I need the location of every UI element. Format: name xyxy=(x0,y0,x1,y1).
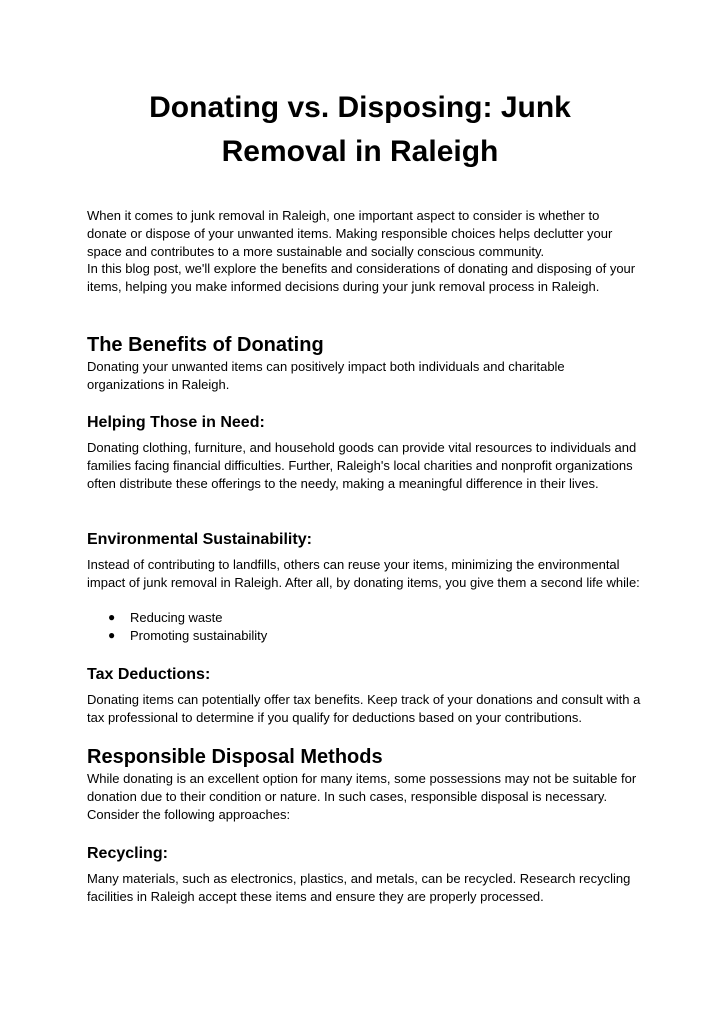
intro-paragraph-1: When it comes to junk removal in Raleigh, one important aspect to consider is whether to donate or dispose of your unwanted items. Making responsible choices helps declutter your space and contributes to a more sustainable and socially conscious community. xyxy=(87,208,613,259)
environment-bullet-list xyxy=(87,609,642,645)
list-item-text: Promoting sustainability xyxy=(130,627,268,643)
helping-paragraph: Donating clothing, furniture, and household goods can provide vital resources to individuals and families facing financial difficulties. Further, Raleigh's local charities and nonprofit organizations often distribute these offerings to the needy, making a meaningful difference in their lives. xyxy=(87,440,637,491)
bullet-icon: ● xyxy=(108,610,116,624)
environment-paragraph: Instead of contributing to landfills, others can reuse your items, minimizing the environmental impact of junk removal in Raleigh. After all, by donating items, you give them a second life while: xyxy=(87,557,640,590)
intro-paragraph-2: In this blog post, we'll explore the benefits and considerations of donating and disposing of your items, helping you make informed decisions during your junk removal process in Raleigh. xyxy=(87,261,636,294)
benefits-heading: The Benefits of Donating xyxy=(87,334,324,356)
recycling-paragraph: Many materials, such as electronics, plastics, and metals, can be recycled. Research recycling facilities in Raleigh accept these items and ensure they are properly processed. xyxy=(87,871,631,904)
bullet-icon: ● xyxy=(108,627,116,642)
disposal-paragraph: While donating is an excellent option for many items, some possessions may not be suitable for donation due to their condition or nature. In such cases, responsible disposal is necessary. Consider the following approaches: xyxy=(87,771,637,822)
list-item-text: Reducing waste xyxy=(130,610,223,625)
recycling-heading: Recycling: xyxy=(87,845,168,862)
disposal-heading: Responsible Disposal Methods xyxy=(87,746,383,768)
list-item xyxy=(87,627,642,645)
helping-heading: Helping Those in Need: xyxy=(87,414,265,431)
list-item xyxy=(87,609,642,627)
benefits-paragraph: Donating your unwanted items can positively impact both individuals and charitable organizations in Raleigh. xyxy=(87,359,565,392)
tax-paragraph: Donating items can potentially offer tax benefits. Keep track of your donations and consult with a tax professional to determine if you qualify for deductions based on your contributions. xyxy=(87,692,641,725)
tax-heading: Tax Deductions: xyxy=(87,666,211,683)
environment-heading: Environmental Sustainability: xyxy=(87,531,312,548)
page-title: Donating vs. Disposing: Junk Removal in Raleigh xyxy=(149,91,571,168)
